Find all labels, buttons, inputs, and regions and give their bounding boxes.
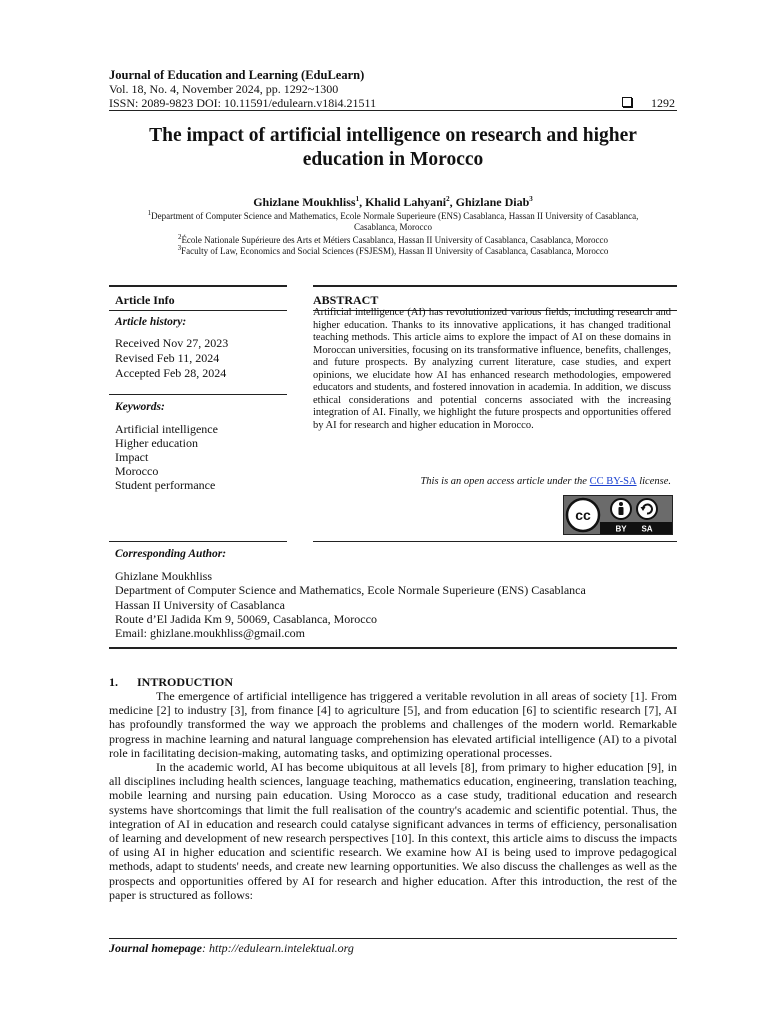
affiliation-mark: 1 bbox=[147, 209, 152, 217]
author-name: Khalid Lahyani bbox=[365, 195, 447, 209]
article-info-rule bbox=[109, 310, 287, 311]
abstract-text: Artificial intelligence (AI) has revolutionized various fields, including research and higher education. Thanks to its innovative applications, it has changed traditional teaching methods. This article aims to explore the impact of AI on these domains in Moroccan universities, focusing on its transformative influence, benefits, challenges, and future prospects. By analyzing current literature, case studies, and expert opinions, we elucidate how AI has enhanced research methodologies, empowered educators and students, and fostered innovation in academia. In addition, we discuss ethical considerations and potential concerns associated with the increasing integration of AI. Finally, we highlight the future prospects and opportunities offered by AI for research and higher education in Morocco. bbox=[313, 307, 671, 431]
accepted-date: Accepted Feb 28, 2024 bbox=[115, 366, 227, 380]
paragraph: In the academic world, AI has become ubiquitous at all levels [8], from primary to higher education [9], in all disciplines including health sciences, language teaching, mathematics education, engineering, translation teaching, mobile learning and nursing pain education. Using Morocco as a case study, traditional education and research systems have shortcomings that limit the full realisation of the country's academic and scientific potential. Thus, the integration of AI in education and research could catalyse significant advances in terms of efficiency, personalisation of learning and development of new research perspectives [10]. In this context, this article aims to discuss the impacts of using AI in higher education and scientific research. We examine how AI is being used to improve pedagogical methods, adapt to students' needs, and create new learning opportunities. We also discuss the challenges as well as the prospects and opportunities offered by AI for research and higher education. After this introduction, the rest of the paper is structured as follows: bbox=[109, 760, 677, 902]
journal-homepage-label: Journal homepage bbox=[109, 941, 203, 955]
header-divider bbox=[109, 110, 677, 111]
corresponding-author-info bbox=[115, 569, 586, 640]
corresponding-rule bbox=[109, 541, 287, 542]
cc-license-icon bbox=[564, 496, 672, 534]
received-date: Received Nov 27, 2023 bbox=[115, 336, 229, 350]
license-text-pre: This is an open access article under the bbox=[420, 476, 590, 487]
affiliation-text: École Nationale Supérieure des Arts et Métiers Casablanca, Hassan II University of Casablanca, Casablanca, Morocco bbox=[181, 235, 609, 245]
journal-homepage-url[interactable]: : http://edulearn.intelektual.org bbox=[202, 941, 354, 955]
abstract-top-rule bbox=[313, 285, 677, 287]
affiliation-text: Department of Computer Science and Mathematics, Ecole Normale Superieure (ENS) Casablanca, Hassan II University of Casablanca, bbox=[151, 211, 639, 221]
keyword: Student performance bbox=[115, 478, 216, 492]
author-affiliation-mark: 1 bbox=[355, 195, 360, 203]
corresponding-author-dept: Department of Computer Science and Mathematics, Ecole Normale Superieure (ENS) Casablanca bbox=[115, 583, 586, 598]
abstract-bottom-rule bbox=[313, 541, 677, 542]
section-heading: INTRODUCTION bbox=[137, 675, 234, 689]
affiliation-text: Faculty of Law, Economics and Social Sciences (FSJESM), Hassan II University of Casablanca, Casablanca, Morocco bbox=[181, 246, 609, 256]
keyword: Impact bbox=[115, 450, 149, 464]
keywords-rule bbox=[109, 394, 287, 395]
revised-date: Revised Feb 11, 2024 bbox=[115, 351, 220, 365]
journal-volume: Vol. 18, No. 4, November 2024, pp. 1292~1300 bbox=[109, 82, 339, 96]
journal-issn-doi: ISSN: 2089-9823 DOI: 10.11591/edulearn.v18i4.21511 bbox=[109, 96, 377, 110]
affiliation bbox=[109, 235, 677, 246]
affiliation bbox=[109, 246, 677, 257]
corresponding-author-name: Ghizlane Moukhliss bbox=[115, 569, 212, 583]
affiliation-text-cont: Casablanca, Morocco bbox=[354, 222, 432, 232]
section-number: 1. bbox=[109, 675, 118, 689]
keyword: Artificial intelligence bbox=[115, 422, 218, 436]
article-history-label: Article history: bbox=[115, 316, 187, 328]
author-name: Ghizlane Moukhliss bbox=[253, 195, 356, 209]
corresponding-author-univ: Hassan II University of Casablanca bbox=[115, 597, 285, 612]
by-label: BY bbox=[615, 524, 627, 534]
footer-rule bbox=[109, 938, 677, 939]
author-affiliation-mark: 2 bbox=[446, 195, 450, 203]
page-number: 1292 bbox=[651, 96, 675, 110]
abstract-heading: ABSTRACT bbox=[313, 293, 379, 307]
paper-title bbox=[109, 124, 677, 172]
square-bullet-icon bbox=[622, 97, 632, 107]
corresponding-author-email[interactable]: Email: ghizlane.moukhliss@gmail.com bbox=[115, 626, 306, 641]
author-name: Ghizlane Diab bbox=[455, 195, 530, 209]
license-text-post: license. bbox=[636, 476, 671, 487]
affiliation bbox=[109, 211, 677, 233]
front-matter-bottom-rule bbox=[109, 647, 677, 649]
keyword: Higher education bbox=[115, 436, 198, 450]
paper-title-line-1: The impact of artificial intelligence on research and higher bbox=[149, 125, 637, 146]
keywords-label: Keywords: bbox=[115, 401, 165, 413]
cc-icon-text: cc bbox=[575, 507, 591, 523]
corresponding-author-label: Corresponding Author: bbox=[115, 548, 227, 560]
cc-by-sa-link[interactable]: CC BY-SA bbox=[589, 476, 637, 487]
cc-by-sa-badge[interactable] bbox=[563, 495, 673, 535]
affiliation-mark: 2 bbox=[177, 233, 182, 241]
keyword: Morocco bbox=[115, 464, 159, 478]
paragraph: The emergence of artificial intelligence has triggered a veritable revolution in all areas of society [1]. From medicine [2] to industry [3], from finance [4] to agriculture [5], and from education [6] to scientific research [7], AI has profoundly transformed the way we approach the problems and challenges of the modern world. Remarkable progress in machine learning and natural language comprehension has elevated artificial intelligence (AI) to a pivotal role in facilitating decision-making, automating tasks, and optimizing operational processes. bbox=[109, 689, 677, 760]
article-info-heading: Article Info bbox=[115, 293, 175, 307]
license-statement bbox=[313, 476, 671, 487]
author-affiliation-mark: 3 bbox=[529, 195, 533, 203]
affiliation-mark: 3 bbox=[177, 244, 182, 252]
journal-name: Journal of Education and Learning (EduLearn) bbox=[109, 68, 365, 82]
article-info-top-rule bbox=[109, 285, 287, 287]
corresponding-author-address: Route d’El Jadida Km 9, 50069, Casablanca, Morocco bbox=[115, 611, 377, 626]
journal-homepage bbox=[109, 941, 354, 956]
author-list: Ghizlane Moukhliss$^1$, Khalid Lahyani$^2$, Ghizlane Diab$^3$ bbox=[253, 195, 533, 209]
paper-title-line-2: education in Morocco bbox=[302, 149, 484, 170]
sa-label: SA bbox=[641, 524, 653, 534]
introduction-body bbox=[109, 689, 677, 902]
